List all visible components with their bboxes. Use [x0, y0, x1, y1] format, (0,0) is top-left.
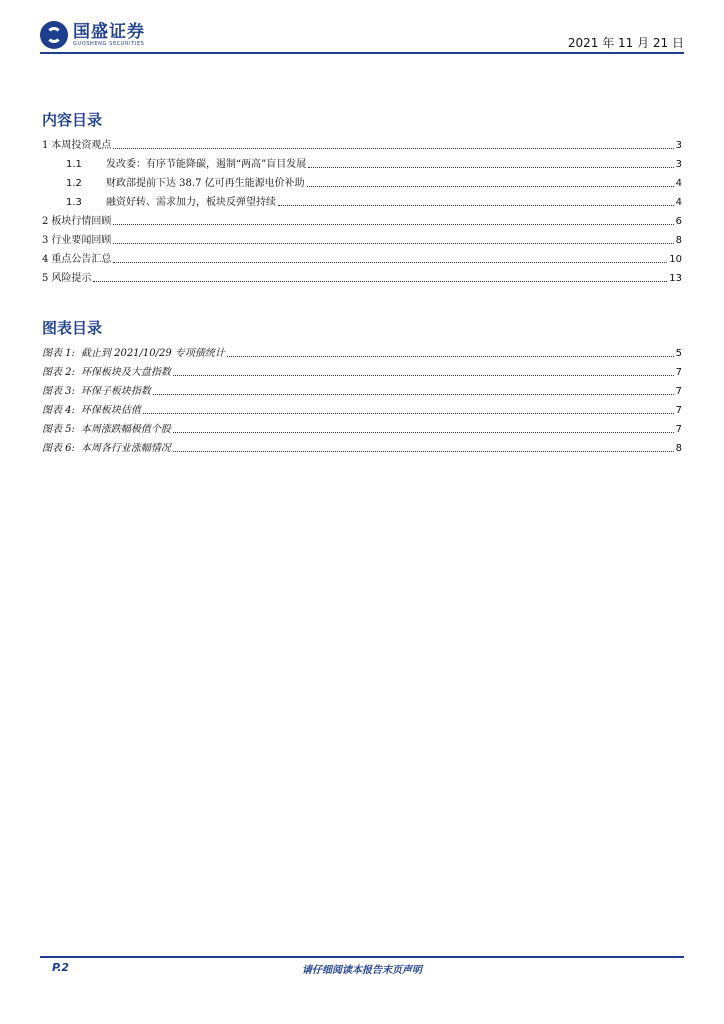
- figure-entry[interactable]: [42, 398, 682, 417]
- entry-number: 3: [42, 235, 49, 246]
- toc-entry[interactable]: [42, 171, 682, 190]
- toc-title: 内容目录: [42, 111, 103, 129]
- entry-page: 7: [675, 405, 682, 416]
- entry-number: 图表 6:: [42, 443, 75, 454]
- entry-number: 图表 5:: [42, 424, 75, 435]
- company-logo: [40, 21, 145, 49]
- figures-list: [42, 341, 682, 455]
- entry-label: 风险提示: [51, 273, 92, 284]
- toc-list: [42, 133, 682, 285]
- entry-number: 1.3: [66, 197, 82, 208]
- entry-page: 5: [675, 348, 682, 359]
- page-header: [40, 18, 684, 54]
- entry-page: 13: [669, 273, 682, 284]
- figures-title: 图表目录: [42, 319, 103, 337]
- entry-number: 1.2: [66, 178, 82, 189]
- toc-entry[interactable]: [42, 133, 682, 152]
- dot-leader: [93, 280, 667, 282]
- figure-entry[interactable]: [42, 379, 682, 398]
- figure-entry[interactable]: [42, 341, 682, 360]
- entry-number: 5: [42, 273, 49, 284]
- entry-page: 10: [669, 254, 682, 265]
- entry-page: 6: [675, 216, 682, 227]
- page-number: P.2: [52, 961, 70, 974]
- entry-label: 板块行情回顾: [51, 216, 112, 227]
- entry-page: 7: [675, 367, 682, 378]
- entry-page: 8: [675, 443, 682, 454]
- footer-divider: [40, 956, 684, 958]
- toc-entry[interactable]: [42, 247, 682, 266]
- entry-number: 图表 4:: [42, 405, 75, 416]
- figure-entry[interactable]: [42, 417, 682, 436]
- dot-leader: [307, 185, 674, 187]
- entry-number: 图表 3:: [42, 386, 75, 397]
- entry-label: 环保板块估值: [80, 405, 141, 416]
- entry-page: 3: [675, 159, 682, 170]
- entry-number: 4: [42, 254, 49, 265]
- entry-number: 图表 1:: [42, 348, 75, 359]
- report-date: 2021 年 11 月 21 日: [567, 36, 684, 50]
- dot-leader: [308, 166, 673, 168]
- dot-leader: [227, 355, 674, 357]
- entry-page: 7: [675, 386, 682, 397]
- entry-label: 行业要闻回顾: [51, 235, 112, 246]
- entry-page: 4: [675, 178, 682, 189]
- footer-disclaimer: 请仔细阅读本报告末页声明: [302, 965, 422, 976]
- toc-entry[interactable]: [42, 152, 682, 171]
- figure-entry[interactable]: [42, 436, 682, 455]
- entry-label: 重点公告汇总: [51, 254, 112, 265]
- dot-leader: [143, 412, 674, 414]
- dot-leader: [173, 450, 674, 452]
- logo-name-cn: 国盛证券: [73, 21, 145, 42]
- entry-page: 4: [675, 197, 682, 208]
- dot-leader: [113, 223, 673, 225]
- toc-entry[interactable]: [42, 228, 682, 247]
- entry-number: 图表 2:: [42, 367, 75, 378]
- entry-label: 环保子板块指数: [80, 386, 151, 397]
- entry-page: 8: [675, 235, 682, 246]
- entry-page: 7: [675, 424, 682, 435]
- dot-leader: [173, 431, 674, 433]
- entry-number: 1.1: [66, 159, 82, 170]
- toc-entry[interactable]: [42, 266, 682, 285]
- entry-label: 财政部提前下达 38.7 亿可再生能源电价补助: [106, 178, 305, 189]
- dot-leader: [113, 242, 673, 244]
- entry-number: 2: [42, 216, 49, 227]
- toc-entry[interactable]: [42, 209, 682, 228]
- entry-label: 本周涨跌幅极值个股: [80, 424, 171, 435]
- entry-label: 发改委：有序节能降碳，遏制“两高”盲目发展: [106, 159, 307, 170]
- entry-label: 环保板块及大盘指数: [80, 367, 171, 378]
- entry-label: 截止到 2021/10/29 专项债统计: [80, 348, 225, 359]
- figure-entry[interactable]: [42, 360, 682, 379]
- dot-leader: [278, 204, 674, 206]
- entry-page: 3: [675, 140, 682, 151]
- dot-leader: [113, 147, 673, 149]
- entry-label: 本周各行业涨幅情况: [80, 443, 171, 454]
- logo-mark-icon: [40, 21, 68, 49]
- entry-label: 本周投资观点: [51, 140, 112, 151]
- dot-leader: [173, 374, 674, 376]
- header-divider: [40, 52, 684, 54]
- dot-leader: [153, 393, 674, 395]
- entry-number: 1: [42, 140, 49, 151]
- logo-name-en: GUOSHENG SECURITIES: [73, 40, 145, 47]
- dot-leader: [113, 261, 667, 263]
- entry-label: 融资好转、需求加力，板块反弹望持续: [106, 197, 276, 208]
- toc-entry[interactable]: [42, 190, 682, 209]
